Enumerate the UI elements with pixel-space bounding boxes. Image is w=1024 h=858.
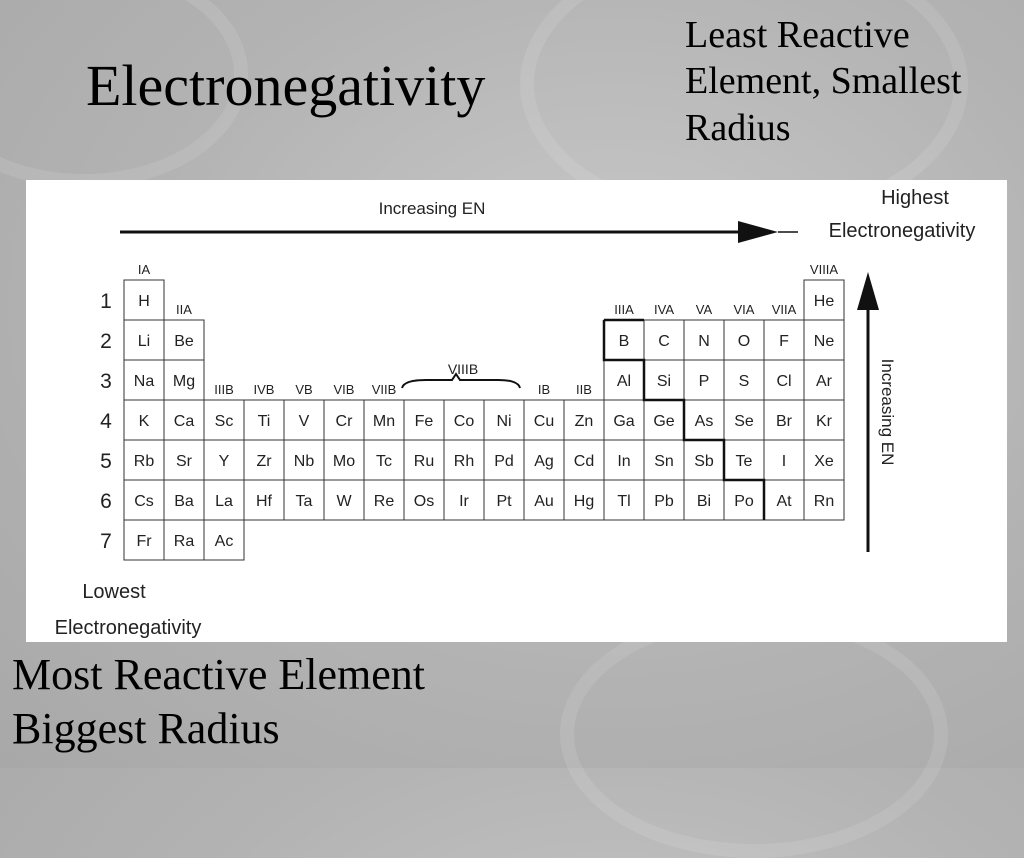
element-symbol: Ca bbox=[173, 413, 195, 430]
element-cell-se bbox=[724, 400, 764, 440]
element-symbol: Ac bbox=[214, 533, 234, 550]
element-symbol: K bbox=[138, 413, 150, 430]
element-cell-kr bbox=[804, 400, 844, 440]
element-cell-be bbox=[164, 320, 204, 360]
element-cell-os bbox=[404, 480, 444, 520]
element-symbol: Ir bbox=[459, 493, 469, 510]
group-label: IB bbox=[537, 382, 551, 397]
period-number: 7 bbox=[100, 530, 112, 553]
element-cell-v bbox=[284, 400, 324, 440]
element-symbol: Cr bbox=[335, 413, 353, 430]
element-symbol: Al bbox=[616, 373, 632, 390]
element-symbol: Cs bbox=[134, 493, 154, 510]
element-symbol: O bbox=[737, 333, 751, 350]
element-cell-te bbox=[724, 440, 764, 480]
element-symbol: La bbox=[215, 493, 233, 510]
period-number: 4 bbox=[100, 410, 112, 433]
arrow-top-label: Increasing EN bbox=[378, 199, 486, 218]
element-cell-si bbox=[644, 360, 684, 400]
element-symbol: Kr bbox=[816, 413, 832, 430]
element-cell-as bbox=[684, 400, 724, 440]
group-label: IVB bbox=[253, 382, 275, 397]
element-symbol: Os bbox=[413, 493, 435, 510]
group-label: VIIB bbox=[371, 382, 397, 397]
lowest-label-line1: Lowest bbox=[82, 581, 146, 603]
element-cell-hf bbox=[244, 480, 284, 520]
element-cell-ni bbox=[484, 400, 524, 440]
element-symbol: He bbox=[813, 293, 835, 310]
group-label: IIIB bbox=[214, 382, 234, 397]
element-symbol: Ru bbox=[413, 453, 435, 470]
element-symbol: Cu bbox=[533, 413, 555, 430]
element-cell-cu bbox=[524, 400, 564, 440]
element-symbol: Au bbox=[534, 493, 554, 510]
element-cell-sn bbox=[644, 440, 684, 480]
element-cell-zn bbox=[564, 400, 604, 440]
element-cell-mn bbox=[364, 400, 404, 440]
element-symbol: Sb bbox=[694, 453, 714, 470]
bottom-note-line: Biggest Radius bbox=[12, 703, 280, 753]
element-cell-au bbox=[524, 480, 564, 520]
element-cell-fr bbox=[124, 520, 164, 560]
periods-layer bbox=[100, 290, 112, 553]
highest-label-line2: Electronegativity bbox=[828, 220, 976, 242]
element-symbol: Pt bbox=[496, 493, 512, 510]
element-cell-xe bbox=[804, 440, 844, 480]
horizontal-arrow-head bbox=[738, 221, 778, 243]
element-symbol: S bbox=[738, 373, 750, 390]
element-symbol: Tc bbox=[376, 453, 392, 470]
element-symbol: Hf bbox=[256, 493, 272, 510]
element-symbol: Ba bbox=[174, 493, 194, 510]
element-symbol: Sn bbox=[654, 453, 674, 470]
element-symbol: H bbox=[138, 293, 150, 310]
element-symbol: Ga bbox=[613, 413, 635, 430]
element-symbol: Ne bbox=[813, 333, 835, 350]
group-label: VIIA bbox=[771, 302, 797, 317]
element-symbol: Co bbox=[453, 413, 475, 430]
element-cell-po bbox=[724, 480, 764, 520]
element-cell-cd bbox=[564, 440, 604, 480]
period-number: 5 bbox=[100, 450, 112, 473]
vertical-arrow-head bbox=[857, 272, 879, 310]
element-symbol: Se bbox=[734, 413, 754, 430]
element-symbol: Y bbox=[218, 453, 230, 470]
top-note-line: Element, Smallest bbox=[685, 60, 962, 103]
element-symbol: Na bbox=[133, 373, 155, 390]
element-cell-ta bbox=[284, 480, 324, 520]
element-symbol: Po bbox=[734, 493, 754, 510]
element-symbol: Ra bbox=[173, 533, 195, 550]
element-symbol: Te bbox=[735, 453, 753, 470]
element-symbol: Fr bbox=[136, 533, 152, 550]
element-cell-rh bbox=[444, 440, 484, 480]
group-label: IVA bbox=[654, 302, 674, 317]
periodic-table-svg bbox=[26, 180, 1007, 642]
element-cell-sr bbox=[164, 440, 204, 480]
element-symbol: Li bbox=[137, 333, 151, 350]
element-cell-ne bbox=[804, 320, 844, 360]
element-symbol: Bi bbox=[696, 493, 712, 510]
element-cell-f bbox=[764, 320, 804, 360]
element-cell-mg bbox=[164, 360, 204, 400]
element-cell-bi bbox=[684, 480, 724, 520]
element-symbol: Ar bbox=[816, 373, 832, 390]
element-symbol: P bbox=[698, 373, 710, 390]
element-symbol: Mn bbox=[372, 413, 396, 430]
element-cell-fe bbox=[404, 400, 444, 440]
element-symbol: Re bbox=[373, 493, 395, 510]
element-symbol: Br bbox=[776, 413, 792, 430]
group-label: VA bbox=[695, 302, 713, 317]
element-cell-rb bbox=[124, 440, 164, 480]
element-cell-zr bbox=[244, 440, 284, 480]
element-symbol: Zn bbox=[574, 413, 594, 430]
element-symbol: Ti bbox=[257, 413, 271, 430]
element-symbol: C bbox=[658, 333, 670, 350]
element-symbol: Si bbox=[656, 373, 672, 390]
group-label: VIA bbox=[733, 302, 755, 317]
element-symbol: Sc bbox=[214, 413, 234, 430]
element-cell-pb bbox=[644, 480, 684, 520]
element-cell-hg bbox=[564, 480, 604, 520]
element-cell-k bbox=[124, 400, 164, 440]
element-cell-cl bbox=[764, 360, 804, 400]
element-symbol: Zr bbox=[256, 453, 272, 470]
element-symbol: In bbox=[617, 453, 631, 470]
group-label: VIB bbox=[333, 382, 355, 397]
element-cell-p bbox=[684, 360, 724, 400]
element-cell-pt bbox=[484, 480, 524, 520]
element-cell-ac bbox=[204, 520, 244, 560]
element-symbol: Be bbox=[174, 333, 194, 350]
element-cell-ca bbox=[164, 400, 204, 440]
period-number: 2 bbox=[100, 330, 112, 353]
element-symbol: Ge bbox=[653, 413, 675, 430]
group-label: VIIIA bbox=[809, 262, 839, 277]
bottom-note bbox=[12, 648, 425, 755]
element-cell-cs bbox=[124, 480, 164, 520]
element-cell-c bbox=[644, 320, 684, 360]
element-cell-ir bbox=[444, 480, 484, 520]
element-cell-ar bbox=[804, 360, 844, 400]
element-symbol: F bbox=[779, 333, 789, 350]
element-cell-re bbox=[364, 480, 404, 520]
element-cell-rn bbox=[804, 480, 844, 520]
cells-layer bbox=[124, 280, 844, 560]
element-cell-al bbox=[604, 360, 644, 400]
element-cell-sc bbox=[204, 400, 244, 440]
element-cell-mo bbox=[324, 440, 364, 480]
period-number: 6 bbox=[100, 490, 112, 513]
element-symbol: As bbox=[694, 413, 714, 430]
element-cell-na bbox=[124, 360, 164, 400]
element-cell-cr bbox=[324, 400, 364, 440]
element-symbol: Mg bbox=[172, 373, 196, 390]
element-cell-o bbox=[724, 320, 764, 360]
element-cell-h bbox=[124, 280, 164, 320]
element-symbol: Pd bbox=[494, 453, 514, 470]
element-cell-tc bbox=[364, 440, 404, 480]
element-symbol: At bbox=[776, 493, 792, 510]
element-symbol: Ag bbox=[534, 453, 554, 470]
element-symbol: I bbox=[781, 453, 787, 470]
element-symbol: Ni bbox=[496, 413, 512, 430]
top-note bbox=[685, 12, 1020, 151]
background-swirl bbox=[560, 610, 948, 858]
element-symbol: B bbox=[618, 333, 630, 350]
element-cell-ge bbox=[644, 400, 684, 440]
group-label: IA bbox=[137, 262, 151, 277]
arrow-right-label: Increasing EN bbox=[878, 358, 897, 466]
element-cell-sb bbox=[684, 440, 724, 480]
slide-title: Electronegativity bbox=[86, 53, 486, 118]
viiib-label: VIIIB bbox=[447, 361, 479, 377]
periodic-table-diagram bbox=[26, 180, 1007, 642]
element-cell-la bbox=[204, 480, 244, 520]
element-cell-nb bbox=[284, 440, 324, 480]
element-symbol: Xe bbox=[814, 453, 834, 470]
element-cell-pd bbox=[484, 440, 524, 480]
element-cell-b bbox=[604, 320, 644, 360]
period-number: 1 bbox=[100, 290, 112, 313]
element-symbol: Sr bbox=[176, 453, 192, 470]
bottom-note-line: Most Reactive Element bbox=[12, 650, 425, 699]
element-symbol: Tl bbox=[617, 493, 631, 510]
element-cell-at bbox=[764, 480, 804, 520]
element-symbol: Mo bbox=[332, 453, 356, 470]
element-cell-co bbox=[444, 400, 484, 440]
element-symbol: Ta bbox=[295, 493, 313, 510]
lowest-label-line2: Electronegativity bbox=[54, 617, 202, 639]
element-cell-ba bbox=[164, 480, 204, 520]
element-cell-s bbox=[724, 360, 764, 400]
element-symbol: Cd bbox=[573, 453, 595, 470]
element-cell-he bbox=[804, 280, 844, 320]
group-label: VB bbox=[295, 382, 313, 397]
element-symbol: Cl bbox=[776, 373, 792, 390]
element-symbol: Nb bbox=[293, 453, 315, 470]
top-note-line: Least Reactive bbox=[685, 14, 910, 56]
element-cell-n bbox=[684, 320, 724, 360]
group-label: IIIA bbox=[614, 302, 634, 317]
element-cell-ru bbox=[404, 440, 444, 480]
element-symbol: Hg bbox=[573, 493, 595, 510]
element-cell-br bbox=[764, 400, 804, 440]
element-cell-ga bbox=[604, 400, 644, 440]
element-symbol: Pb bbox=[654, 493, 674, 510]
element-symbol: Rn bbox=[813, 493, 835, 510]
element-cell-in bbox=[604, 440, 644, 480]
period-number: 3 bbox=[100, 370, 112, 393]
element-cell-w bbox=[324, 480, 364, 520]
element-symbol: N bbox=[698, 333, 710, 350]
element-symbol: W bbox=[336, 493, 352, 510]
group-label: IIA bbox=[176, 302, 192, 317]
highest-label-line1: Highest bbox=[881, 187, 949, 209]
top-note-line: Radius bbox=[685, 106, 791, 149]
element-symbol: V bbox=[298, 413, 310, 430]
element-cell-ra bbox=[164, 520, 204, 560]
element-symbol: Fe bbox=[414, 413, 434, 430]
element-symbol: Rb bbox=[133, 453, 155, 470]
element-cell-y bbox=[204, 440, 244, 480]
element-cell-ti bbox=[244, 400, 284, 440]
element-cell-i bbox=[764, 440, 804, 480]
element-cell-tl bbox=[604, 480, 644, 520]
group-label: IIB bbox=[576, 382, 592, 397]
element-cell-ag bbox=[524, 440, 564, 480]
element-symbol: Rh bbox=[453, 453, 475, 470]
element-cell-li bbox=[124, 320, 164, 360]
